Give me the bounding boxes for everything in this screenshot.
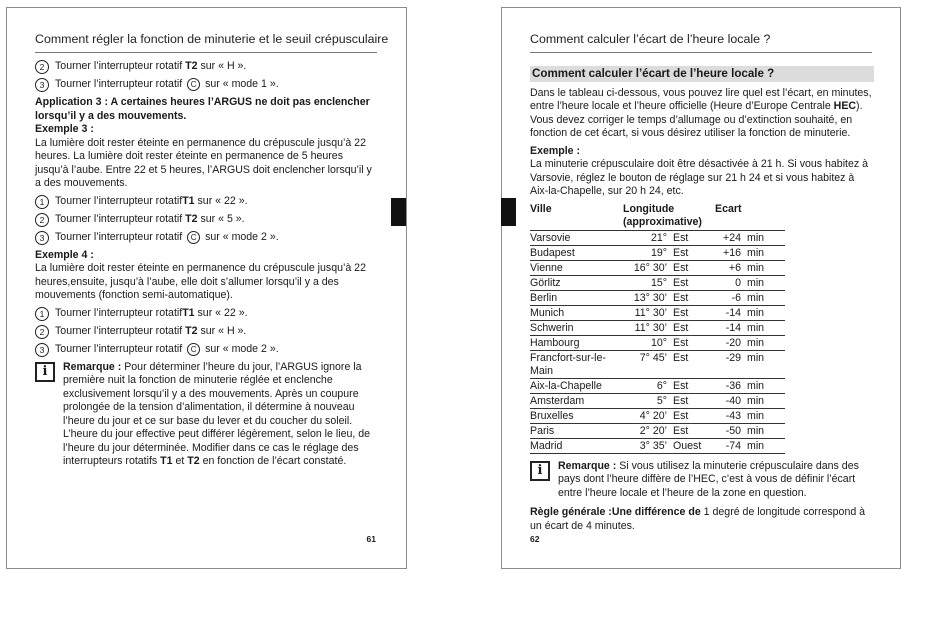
intro-part: Dans le tableau ci-dessous, vous pouvez lire quel est l’écart, en minutes, entre l’heure locale et l’heure officielle (Heure d’Europe Centrale: [530, 86, 872, 112]
step-item: [35, 195, 377, 209]
col-header-city: Ville: [530, 202, 552, 215]
note-t2: T2: [187, 455, 200, 467]
step-list: [35, 307, 377, 357]
cell-direction: Est: [673, 350, 715, 378]
note-text: [558, 460, 874, 501]
cell-city: Munich: [530, 305, 623, 320]
info-icon: i: [35, 362, 55, 382]
table-row: [530, 393, 785, 408]
cell-longitude: 11° 30’: [623, 320, 673, 335]
table-row: [530, 408, 785, 423]
cell-longitude: 4° 20’: [623, 408, 673, 423]
cell-city: Budapest: [530, 245, 623, 260]
hec-abbr: HEC: [833, 100, 857, 112]
col-header-offset: Ecart: [715, 202, 742, 215]
cell-longitude: 16° 30’: [623, 260, 673, 275]
cell-city: Madrid: [530, 438, 623, 453]
note-end: en fonction de l’écart constaté.: [199, 455, 347, 467]
step-item: [35, 60, 377, 74]
step-text: [55, 60, 246, 74]
switch-label: T1: [182, 306, 195, 319]
step-number-icon: 3: [35, 231, 49, 245]
step-item: [35, 213, 377, 227]
table-row: [530, 275, 785, 290]
cell-city: Amsterdam: [530, 393, 623, 408]
step-text: [55, 343, 279, 357]
example-4-label: Exemple 4 :: [35, 248, 94, 261]
cell-city: Francfort-sur-le-Main: [530, 350, 623, 378]
cell-offset: +16: [715, 245, 747, 260]
step-text-pre: Tourner l’interrupteur rotatif: [55, 306, 183, 319]
application-3-heading: Application 3 : A certaines heures l’ARGUS ne doit pas enclencher lorsqu’il y a des mouvements.: [35, 96, 370, 122]
cell-city: Görlitz: [530, 275, 623, 290]
example-3-text: La lumière doit rester éteinte en permanence du crépuscule jusqu’à 22 heures. La lumière doit rester éteinte en permanence de 5 heures jusqu’à l’aube. Entre 22 et 5 heures, l’ARGUS doit enclencher lorsqu’il y a des mouvements.: [35, 136, 372, 189]
step-text-pre: Tourner l’interrupteur rotatif: [55, 342, 186, 355]
step-text-post: sur « 22 ».: [194, 306, 248, 319]
step-text: [55, 231, 279, 245]
cell-city: Aix-la-Chapelle: [530, 378, 623, 393]
general-rule: [530, 506, 874, 533]
cell-offset: -29: [715, 350, 747, 378]
cell-direction: Est: [673, 320, 715, 335]
step-text: [55, 195, 248, 209]
cell-direction: Est: [673, 378, 715, 393]
step-text: [55, 325, 246, 339]
example-4-text: La lumière doit rester éteinte en permanence du crépuscule jusqu’à 22 heures,ensuite, jusqu’à l’aube, elle doit s’allumer lorsqu’il y a des mouvements (fonction semi-automatique).: [35, 262, 366, 301]
cell-city: Varsovie: [530, 230, 623, 245]
cell-longitude: 15°: [623, 275, 673, 290]
cell-offset: 0: [715, 275, 747, 290]
switch-c-icon: C: [187, 78, 200, 91]
note-label: Remarque :: [558, 459, 617, 472]
cell-city: Schwerin: [530, 320, 623, 335]
step-number-icon: 3: [35, 78, 49, 92]
step-text-post: sur « 22 ».: [194, 194, 248, 207]
switch-label: T2: [185, 212, 198, 225]
cell-direction: Ouest: [673, 438, 715, 453]
table-row: [530, 245, 785, 260]
switch-label: T1: [182, 194, 195, 207]
step-number-icon: 1: [35, 195, 49, 209]
cell-direction: Est: [673, 305, 715, 320]
step-text: [55, 307, 248, 321]
table-row: [530, 335, 785, 350]
step-text-pre: Tourner l’interrupteur rotatif: [55, 324, 186, 337]
cell-unit: min: [747, 290, 785, 305]
table-row: [530, 305, 785, 320]
right-page: [501, 7, 901, 569]
step-item: [35, 343, 377, 357]
cell-unit: min: [747, 393, 785, 408]
cell-unit: min: [747, 350, 785, 378]
note-block: [530, 460, 874, 501]
example-text: La minuterie crépusculaire doit être désactivée à 21 h. Si vous habitez à Varsovie, réglez le bouton de réglage sur 21 h 24 et si vous habitez à Aix-la-Chapelle, sur 20 h 24, etc.: [530, 158, 869, 197]
example-3-label: Exemple 3 :: [35, 123, 94, 135]
note-body: Si vous utilisez la minuterie crépusculaire dans des pays dont l’heure diffère de l’HEC, c’est à vous de définir l’écart entre l’heure locale et l’heure de la zone en question.: [558, 459, 859, 499]
cell-direction: Est: [673, 230, 715, 245]
table-row: [530, 230, 785, 245]
cell-unit: min: [747, 378, 785, 393]
note-label: Remarque :: [63, 360, 122, 373]
cell-direction: Est: [673, 423, 715, 438]
general-rule-text: 1 degré de longitude correspond à un écart de 4 minutes.: [530, 506, 866, 532]
step-text: [55, 213, 245, 227]
step-list: [35, 60, 377, 92]
thumb-tab-marker: [391, 198, 406, 226]
switch-c-icon: C: [187, 343, 200, 356]
table-row: [530, 290, 785, 305]
cell-offset: +24: [715, 230, 747, 245]
step-number-icon: 2: [35, 213, 49, 227]
note-block: [35, 361, 377, 469]
cell-unit: min: [747, 438, 785, 453]
cell-offset: -6: [715, 290, 747, 305]
info-icon: i: [530, 461, 550, 481]
cell-city: Vienne: [530, 260, 623, 275]
step-text: [55, 78, 279, 92]
table-row: [530, 350, 785, 378]
example-label: Exemple :: [530, 144, 581, 157]
step-text-pre: Tourner l’interrupteur rotatif: [55, 212, 186, 225]
cell-city: Bruxelles: [530, 408, 623, 423]
cell-longitude: 2° 20’: [623, 423, 673, 438]
right-body: [530, 64, 874, 537]
step-text-pre: Tourner l’interrupteur rotatif: [55, 60, 186, 73]
header-rule: [35, 52, 377, 53]
cell-longitude: 10°: [623, 335, 673, 350]
left-body: [35, 60, 377, 469]
step-item: [35, 78, 377, 92]
table-row: [530, 320, 785, 335]
cell-unit: min: [747, 320, 785, 335]
cell-unit: min: [747, 230, 785, 245]
step-number-icon: 2: [35, 60, 49, 74]
switch-label: T2: [185, 60, 198, 73]
cell-direction: Est: [673, 260, 715, 275]
cell-direction: Est: [673, 275, 715, 290]
cell-offset: -14: [715, 305, 747, 320]
cell-direction: Est: [673, 290, 715, 305]
note-body: Pour déterminer l’heure du jour, l’ARGUS ignore la première nuit la fonction de minuterie réglée et enclenche exclusivement lorsqu’il y a des mouvements. Après un coupure prolongée de la tension d’alimentation, il détermine à nouveau l’heure du jour et ce sur base du lever et du coucher du soleil. L’heure du jour effective peut différer légèrement, selon le lieu, de l’heure du jour déterminée. Modifier dans ce cas le réglage des interrupteurs rotatifs: [63, 360, 371, 467]
step-text-post: sur « H ».: [197, 324, 247, 337]
step-text-pre: Tourner l’interrupteur rotatif: [55, 230, 186, 243]
cell-longitude: 7° 45’: [623, 350, 673, 378]
step-text-post: sur « mode 1 ».: [202, 78, 279, 91]
step-item: [35, 307, 377, 321]
cell-offset: +6: [715, 260, 747, 275]
cell-offset: -20: [715, 335, 747, 350]
step-item: [35, 231, 377, 245]
cell-offset: -40: [715, 393, 747, 408]
table-row: [530, 378, 785, 393]
cell-longitude: 21°: [623, 230, 673, 245]
cell-direction: Est: [673, 408, 715, 423]
cell-longitude: 11° 30’: [623, 305, 673, 320]
cell-unit: min: [747, 305, 785, 320]
col-header-longitude: Longitude (approximative): [623, 202, 702, 228]
cell-offset: -36: [715, 378, 747, 393]
cell-unit: min: [747, 275, 785, 290]
cell-unit: min: [747, 245, 785, 260]
note-text: [63, 361, 377, 469]
cell-direction: Est: [673, 245, 715, 260]
cell-direction: Est: [673, 393, 715, 408]
longitude-table: [530, 203, 785, 454]
cell-longitude: 13° 30’: [623, 290, 673, 305]
step-text-pre: Tourner l’interrupteur rotatif: [55, 78, 186, 91]
step-text-post: sur « 5 ».: [197, 212, 245, 225]
cell-longitude: 6°: [623, 378, 673, 393]
page-number: 62: [530, 534, 540, 544]
step-text-post: sur « mode 2 ».: [202, 230, 279, 243]
running-header: Comment régler la fonction de minuterie et le seuil crépusculaire: [35, 32, 389, 46]
general-rule-label: Règle générale :Une différence de: [530, 506, 701, 518]
cell-offset: -43: [715, 408, 747, 423]
table-body: [530, 230, 785, 453]
step-item: [35, 325, 377, 339]
intro-text: [530, 87, 874, 141]
step-text-pre: Tourner l’interrupteur rotatif: [55, 194, 183, 207]
switch-c-icon: C: [187, 231, 200, 244]
note-and: et: [172, 455, 188, 467]
cell-unit: min: [747, 335, 785, 350]
header-rule: [530, 52, 872, 53]
cell-city: Paris: [530, 423, 623, 438]
table-header-row: [530, 203, 785, 231]
table-row: [530, 438, 785, 453]
cell-offset: -50: [715, 423, 747, 438]
left-page: [6, 7, 407, 569]
step-number-icon: 2: [35, 325, 49, 339]
cell-unit: min: [747, 408, 785, 423]
cell-longitude: 3° 35’: [623, 438, 673, 453]
cell-direction: Est: [673, 335, 715, 350]
table-row: [530, 423, 785, 438]
cell-unit: min: [747, 260, 785, 275]
running-header: Comment calculer l’écart de l’heure locale ?: [530, 32, 771, 46]
switch-label: T2: [185, 324, 198, 337]
section-heading: Comment calculer l’écart de l’heure locale ?: [530, 66, 874, 82]
cell-longitude: 19°: [623, 245, 673, 260]
cell-longitude: 5°: [623, 393, 673, 408]
table-row: [530, 260, 785, 275]
cell-offset: -74: [715, 438, 747, 453]
step-list: [35, 195, 377, 245]
step-number-icon: 1: [35, 307, 49, 321]
thumb-tab-marker: [501, 198, 516, 226]
cell-city: Berlin: [530, 290, 623, 305]
cell-city: Hambourg: [530, 335, 623, 350]
intro-part: ). Vous devez corriger le temps d’allumage ou d’extinction souhaité, en fonction de cet écart, si vous désirez utiliser la fonction de minuterie.: [530, 100, 863, 139]
page-number: 61: [366, 534, 376, 544]
cell-offset: -14: [715, 320, 747, 335]
step-text-post: sur « mode 2 ».: [202, 342, 279, 355]
step-number-icon: 3: [35, 343, 49, 357]
note-t1: T1: [160, 455, 173, 467]
cell-unit: min: [747, 423, 785, 438]
step-text-post: sur « H ».: [197, 60, 247, 73]
